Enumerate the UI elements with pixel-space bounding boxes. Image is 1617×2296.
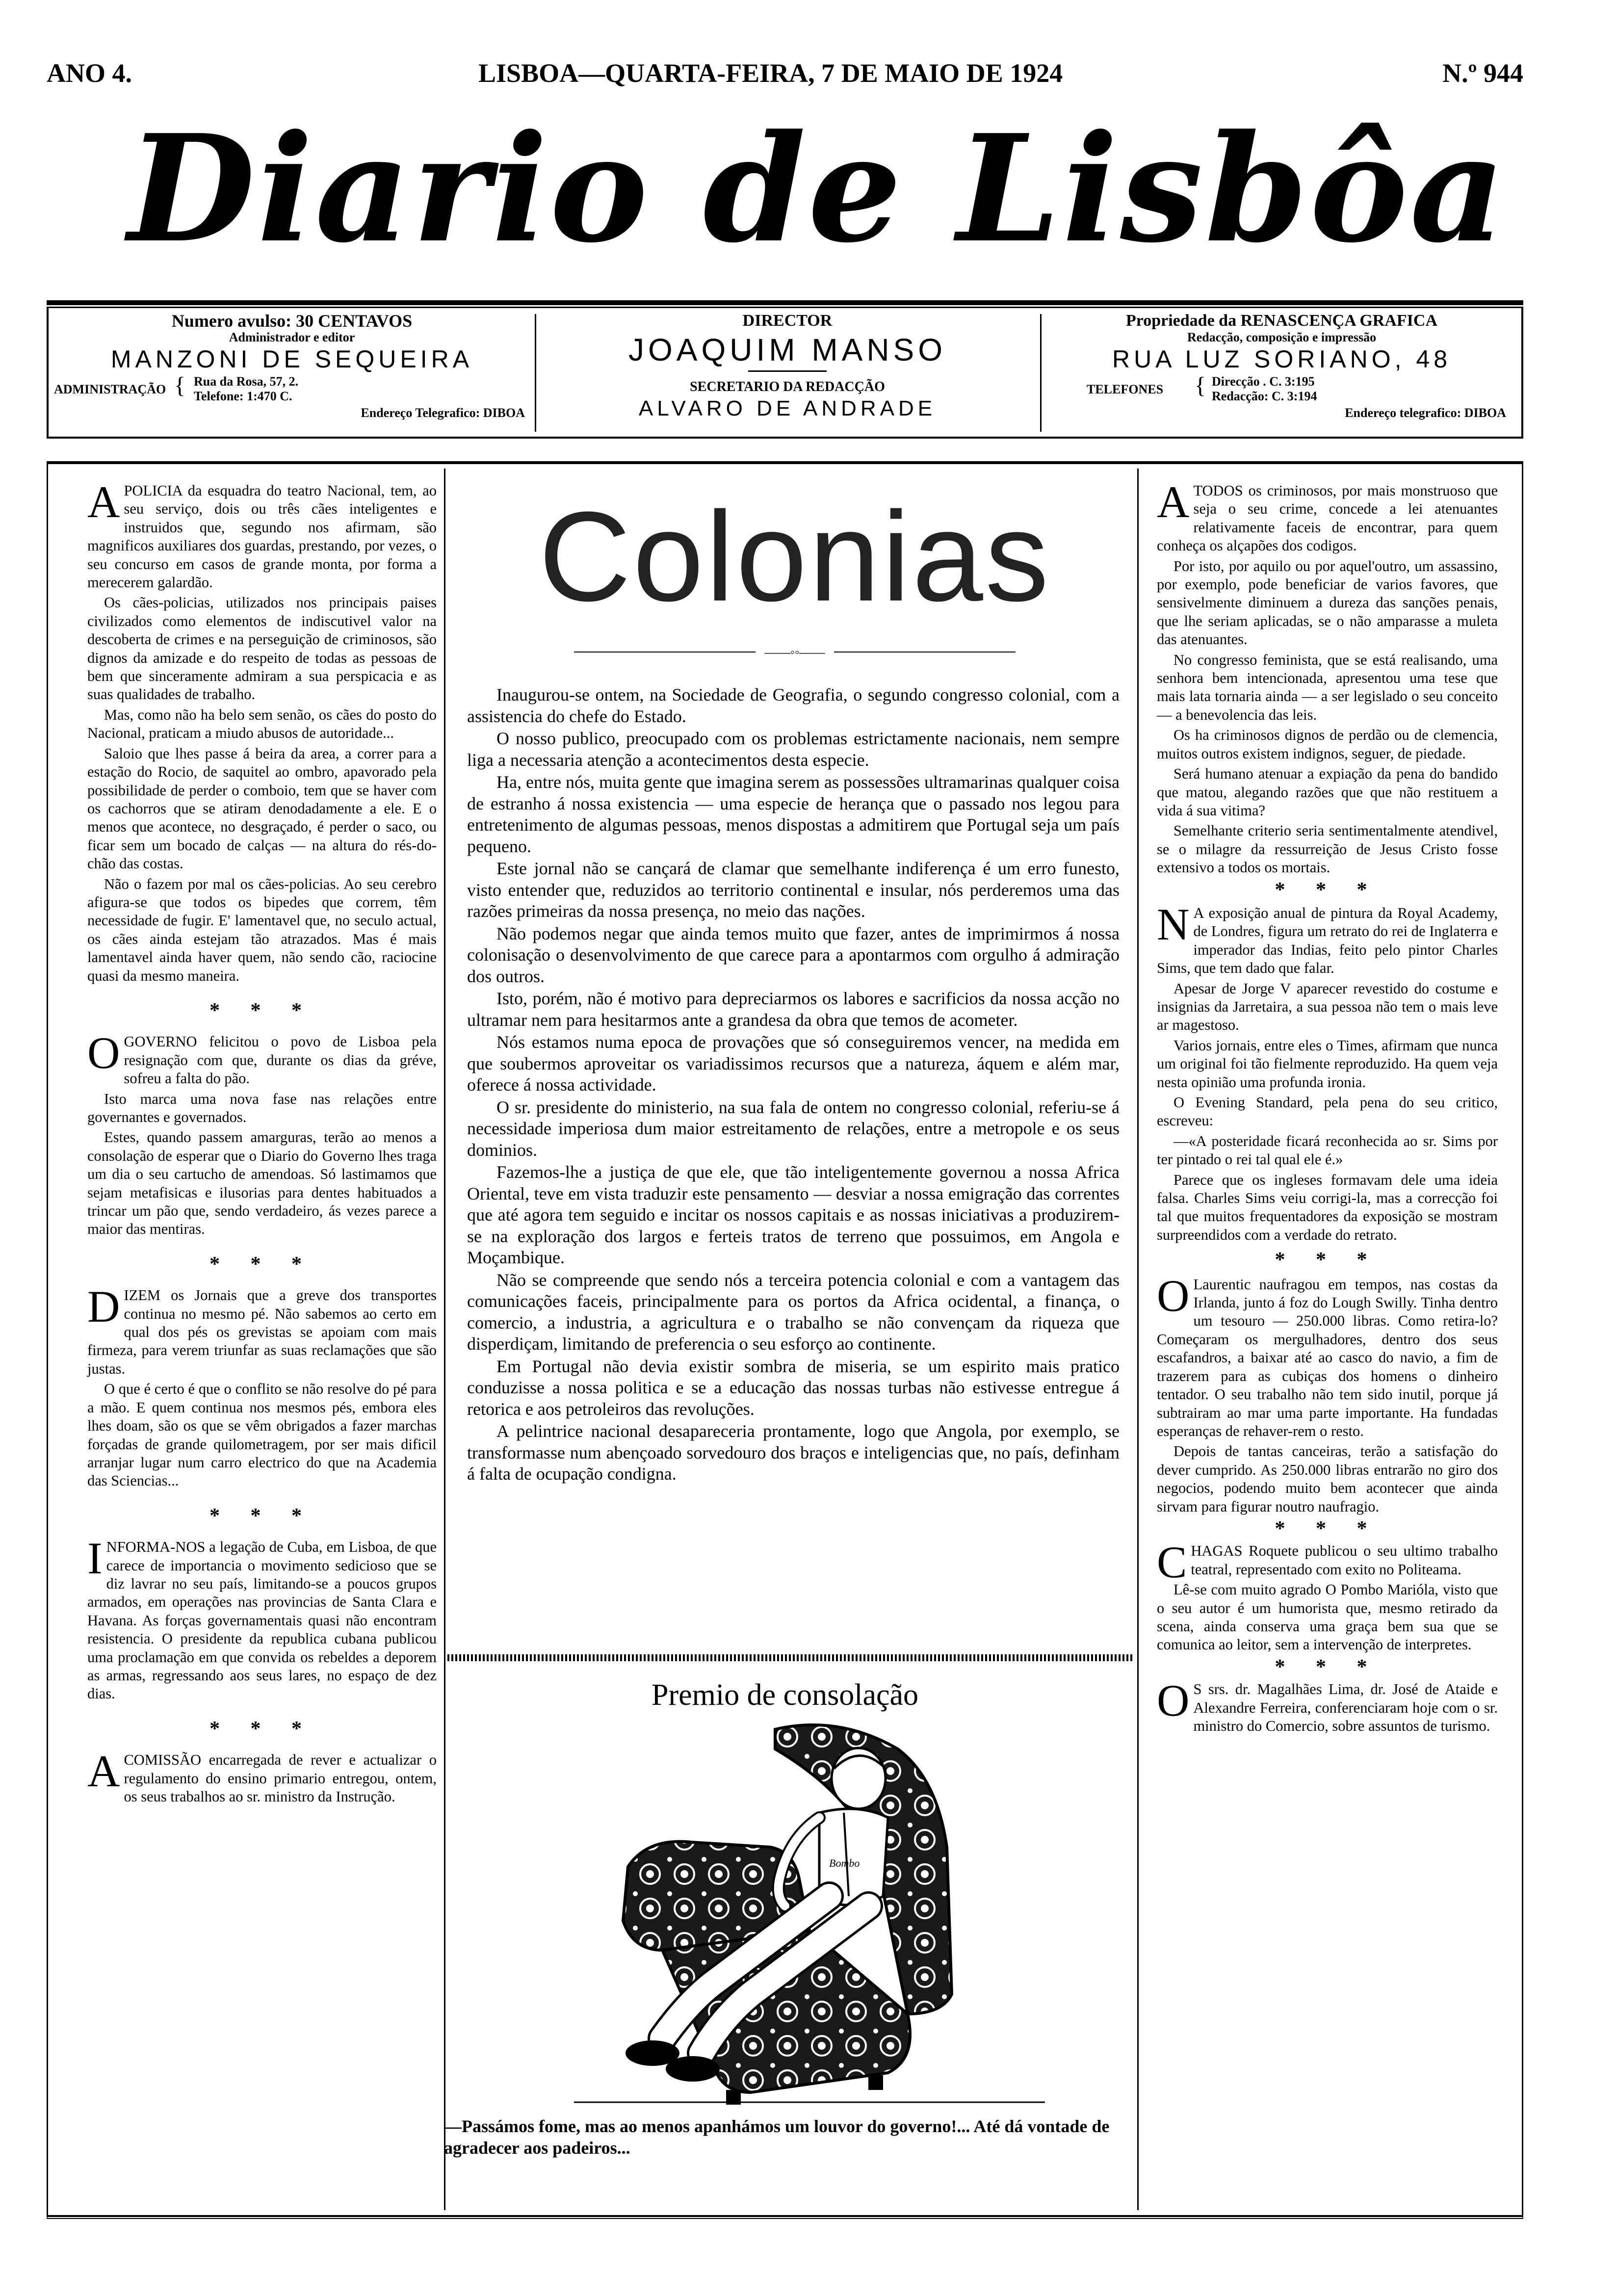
left-item-5: ACOMISSÃO encarregada de rever e actualizar o regulamento do ensino primario entregou, ontem, os seus trabalhos ao sr. ministro da Instrução. xyxy=(87,1746,437,1805)
infobox-divider-2 xyxy=(1040,314,1042,432)
section-separator: * * * xyxy=(1275,878,1380,901)
article-paragraph: O nosso publico, preocupado com os problemas estrictamente nacionais, nem sempre liga a necessaria atenção a acontecimentos desta especie. xyxy=(467,729,1120,770)
admin-address-block xyxy=(54,373,530,406)
article-paragraph: Isto, porém, não é motivo para depreciarmos os labores e sacrificios da nossa acção no ultramar nem para hesitarmos ante a grandesa da obra que temos de acometer. xyxy=(467,989,1120,1030)
chair-leg xyxy=(868,2075,883,2090)
article-paragraph: A pelintrice nacional desapareceria prontamente, logo que Angola, por exemplo, se transformasse num abençoado sorvedouro dos braços e inteligencias que, no país, definham á falta de ocupação condigna. xyxy=(467,1421,1120,1484)
masthead-title: Diario de Lisbôa xyxy=(128,102,1508,275)
right-item-2: N A exposição anual de pintura da Royal Academy, de Londres, figura um retrato do rei de Inglaterra e imperador das Indias, feito pelo pintor Charles Sims, que tem dado que falar. xyxy=(1157,899,1498,977)
right-paragraph: Parece que os ingleses formavam dele uma ideia falsa. Charles Sims veiu corrigi-la, mas a correcção foi tal que muitos frequentadores da exposição se mostram surpreendidos com a verdade do retrato. xyxy=(1157,1171,1498,1243)
section-separator: * * * xyxy=(209,1252,314,1276)
year-label: ANO 4. xyxy=(47,58,132,88)
left-paragraph: Saloio que lhes passe á beira da area, a correr para a estação do Rocio, de saquitel ao ombro, apavorado pela possibilidade de perder o comboio, tem que se haver com os cachorros que se atiram denodadamente a ele. E o menos que acontece, no desgraçado, é perder o saco, ou ficar sem um bocado de calças — na altura do rés-do-chão das costas. xyxy=(87,745,437,872)
article-paragraph: Ha, entre nós, muita gente que imagina serem as possessões ultramarinas qualquer coisa de estranho á nossa existencia — uma especie de herança que o passado nos legou para entretenimento de algumas pessoas, menos dispostas a admitirem que Portugal seja um país pequeno. xyxy=(467,772,1120,856)
right-paragraph: Apesar de Jorge V aparecer revestido do costume e insignias da Jarretaira, a sua pessoa não tem o mais leve ar magestoso. xyxy=(1157,980,1498,1034)
right-paragraph: Os ha criminosos dignos de perdão ou de clemencia, muitos outros existem indignos, seguer, de piedade. xyxy=(1157,727,1498,762)
price-line: Numero avulso: 30 CENTAVOS xyxy=(171,311,413,331)
left-telegraph: Endereço Telegrafico: DIBOA xyxy=(361,406,525,420)
issue-number: N.º 944 xyxy=(1442,58,1523,88)
frame-right xyxy=(1522,461,1523,2218)
article-paragraph: Em Portugal não devia existir sombra de miseria, se um espirito mais pratico conduzisse a nossa politica e se a educação das nossas turbas não estivesse entregue á retorica e aos petroleiros das revoluções. xyxy=(467,1356,1120,1419)
drop-cap: A xyxy=(87,477,120,527)
drop-cap: O xyxy=(1157,1270,1190,1321)
right-paragraph: —«A posteridade ficará reconhecida ao sr. Sims por ter pintado o rei tal qual ele é.» xyxy=(1157,1132,1498,1168)
masthead-rule-top xyxy=(47,300,1523,305)
section-separator: * * * xyxy=(1275,1655,1380,1678)
drop-cap: A xyxy=(1157,477,1190,527)
man-head xyxy=(832,1748,886,1809)
brace: { xyxy=(1195,372,1206,398)
left-item-2: OGOVERNO felicitou o povo de Lisboa pela resignação com que, durante os dias da gréve, sofreu a falta do pão. xyxy=(87,1028,437,1087)
drop-cap: I xyxy=(87,1533,103,1584)
article-paragraph: Inaugurou-se ontem, na Sociedade de Geografia, o segundo congresso colonial, com a assistencia do chefe do Estado. xyxy=(467,685,1120,726)
cartoon-caption: —Passámos fome, mas ao menos apanhámos um louvor do governo!... Até dá vontade de agradecer aos padeiros... xyxy=(444,2116,1110,2158)
article-paragraph: Não se compreende que sendo nós a terceira potencia colonial e com a vantagem das comunicações faceis, principalmente para os portos da Africa ocidental, a finança, o comercio, a industria, a agricultura e o trabalho se não convençam da riqueza que disperdiçam, limitando de preferencia o seu esforço ao continente. xyxy=(467,1270,1120,1354)
infobox-rule-bottom xyxy=(47,437,1523,439)
infobox-border-left xyxy=(47,308,49,438)
article-body xyxy=(467,684,1120,1486)
infobox-divider-1 xyxy=(535,314,536,432)
secretary-label: SECRETARIO DA REDACÇÃO xyxy=(690,379,885,394)
drop-cap: D xyxy=(87,1281,120,1332)
article-paragraph: O sr. presidente do ministerio, na sua fala de ontem no congresso colonial, referiu-se á necessidade imperiosa dum maior estreitamento de relações, entre a metropole e os seus dominios. xyxy=(467,1097,1120,1160)
right-paragraph: Será humano atenuar a expiação da pena do bandido que matou, alegando razões que que não restituem a vida á sua vitima? xyxy=(1157,765,1498,819)
left-item-4: INFORMA-NOS a legação de Cuba, em Lisboa, de que carece de importancia o movimento sedicioso que se diz lavrar no seu país, limitando-se a poucos grupos armados, em operações nas provincias de Santa Clara e Havana. As forças governamentais quasi não encontram resistencia. O presidente da republica cubana publicou uma proclamação em que convida os rebeldes a deporem as armas, regressando aos seus lares, no espaço de dez dias. xyxy=(87,1533,437,1702)
left-paragraph: O que é certo é que o conflito se não resolve do pé para a mão. E quem continua nos mesmos pés, embora eles lhes doam, são os que se vêm obrigados a fazer marchas forçadas de grande quilometragem, por ser mais dificil arranjar lugar num carro electrico do que na Academia das Sciencias... xyxy=(87,1381,437,1489)
admin-name: MANZONI DE SEQUEIRA xyxy=(110,345,473,373)
artist-signature: Bombo xyxy=(829,1857,860,1869)
right-paragraph: No congresso feminista, que se está realisando, uma senhora bem intencionada, apresentou uma tese que mais lata tornaria ainda — a ser legislado o seu conceito — a benevolencia das leis. xyxy=(1157,651,1498,723)
brace: { xyxy=(174,372,186,398)
infobox-right xyxy=(1047,312,1516,432)
left-paragraph: Isto marca uma nova fase nas relações entre governantes e governados. xyxy=(87,1090,437,1125)
left-paragraph: Mas, como não ha belo sem senão, os cães do posto do Nacional, praticam a miudo abusos de autoridade... xyxy=(87,706,437,742)
section-separator: * * * xyxy=(1275,1517,1380,1540)
article-paragraph: Nós estamos numa epoca de provações que só conseguiremos vencer, na medida em que soubermos aproveitar os variadissimos recursos que a natureza, áquem e além mar, oferece á nossa actividade. xyxy=(467,1032,1120,1095)
street-address: RUA LUZ SORIANO, 48 xyxy=(1112,345,1452,373)
right-paragraph: Lê-se com muito agrado O Pombo Marióla, visto que o seu autor é um humorista que, mesmo retirado da scena, ainda conserva uma graça bem sua que se comunica ao leitor, sem a intervenção de interpretes. xyxy=(1157,1581,1498,1653)
column-rule-right xyxy=(1137,469,1139,2210)
top-line xyxy=(47,58,1523,97)
right-item-3: O Laurentic naufragou em tempos, nas costas da Irlanda, junto á foz do Lough Swilly. Tinha dentro um tesouro — 250.000 libras. Como retira-lo? Começaram os mergulhadores, dentro dos seus escafandros, a baixar até ao casco do navio, a fim de trazerem para as cubiças dos homens o dinheiro tentador. O seu trabalho não tem sido inutil, porque já subtrairam ao mar uma parte importante. Ha fundadas esperanças de rehaver-rem o resto. xyxy=(1157,1270,1498,1439)
redaccao-line: Redacção, composição e impressão xyxy=(1187,330,1377,344)
dateline: LISBOA—QUARTA-FEIRA, 7 DE MAIO DE 1924 xyxy=(478,58,1063,88)
secretary-name: ALVARO DE ANDRADE xyxy=(638,396,937,420)
frame-left xyxy=(47,461,48,2218)
right-item-5: O S srs. dr. Magalhães Lima, dr. José de Ataide e Alexandre Ferreira, conferenciaram hoje com o sr. ministro do Comercio, sobre assuntos de turismo. xyxy=(1157,1675,1498,1734)
right-column xyxy=(1157,477,1498,1737)
address: Rua da Rosa, 57, 2. xyxy=(194,374,299,389)
article-paragraph: Não podemos negar que ainda temos muito que fazer, antes de imprimirmos á nossa colonisação o desenvolvimento de que carece para a apontarmos com orgulho á admiração dos outros. xyxy=(467,923,1120,986)
body-rule-top-2 xyxy=(47,463,1523,464)
article-title: Colonias xyxy=(539,486,1051,628)
column-rule-left xyxy=(444,469,445,2210)
infobox-left xyxy=(54,312,530,432)
right-paragraph: Varios jornais, entre eles o Times, afirmam que nunca um original foi tão fielmente reproduzido. Ha quem veja nesta opinião uma profunda ironia. xyxy=(1157,1037,1498,1091)
article-paragraph: Fazemos-lhe a justiça de que ele, que tão inteligentemente governou a nossa Africa Oriental, teve em vista traduzir este pensamento — desviar a nossa emigração das correntes que até agora tem seguido e incitar os nossos capitais e as nossas iniciativas a produzirem-se na exploração dos largos e ferteis tratos de terreno que possuimos, em Angola e Moçambique. xyxy=(467,1162,1120,1267)
left-paragraph: Estes, quando passem amarguras, terão ao menos a consolação de esperar que o Diario do Governo lhes traga um dia o seu cartucho de amendoas. Só lastimamos que sejam metafisicas e ilusorias para dentes habituados a trincar um pão que, sendo verdadeiro, ás vezes parece a maior das mentiras. xyxy=(87,1129,437,1238)
administracao-label: ADMINISTRAÇÃO xyxy=(54,382,166,396)
drop-cap: C xyxy=(1157,1537,1187,1588)
section-separator: * * * xyxy=(209,999,314,1022)
right-item-4: CHAGAS Roquete publicou o seu ultimo trabalho teatral, representado com exito no Politeama. xyxy=(1157,1537,1498,1588)
director-rule xyxy=(748,370,827,372)
right-paragraph: Semelhante criterio seria sentimentalmente atendivel, se o milagre da ressurreição de Jesus Cristo fosse extensivo a todos os mortais. xyxy=(1157,822,1498,876)
director-name: JOAQUIM MANSO xyxy=(628,332,947,367)
section-separator: * * * xyxy=(209,1504,314,1527)
admin-phone: Telefone: 1:470 C. xyxy=(194,389,292,403)
right-paragraph: Depois de tantas canceiras, terão a satisfação do dever cumprido. As 250.000 libras entrarão no giro dos negocios, podendo muito bem acontecer que ainda sirvam para figurar noutro naufragio. xyxy=(1157,1443,1498,1515)
infobox-center xyxy=(540,312,1035,432)
right-paragraph: O Evening Standard, pela pena do seu critico, escreveu: xyxy=(1157,1094,1498,1129)
section-separator: * * * xyxy=(1275,1249,1380,1272)
section-separator: * * * xyxy=(209,1717,314,1740)
telefones-label: TELEFONES xyxy=(1087,382,1164,396)
phones-block xyxy=(1047,373,1516,406)
cartoon-separator xyxy=(447,1654,1134,1661)
title-ornament: ——◦◦—— xyxy=(764,645,825,659)
body-rule-bottom xyxy=(47,2215,1523,2217)
redaccao-phone: Redacção: C. 3:194 xyxy=(1212,389,1317,403)
man-shoe xyxy=(666,2056,720,2082)
admin-label: Administrador e editor xyxy=(229,330,355,344)
left-item-1: APOLICIA da esquadra do teatro Nacional, tem, ao seu serviço, dois ou três cães inteligentes e instruidos que, segundo nos afirmam, são magnificos auxiliares dos guardas, prestando, por vezes, o seu concurso em casos de grande monta, por forma a merecerem galardão. xyxy=(87,477,437,591)
drop-cap: A xyxy=(87,1746,120,1797)
drop-cap: O xyxy=(1157,1675,1190,1726)
right-paragraph: Por isto, por aquilo ou por aquel'outro, um assassino, por exemplo, pode beneficiar de varios favores, que sensivelmente diminuem a dureza das sanções penais, que lhe seriam aplicadas, se o não amparasse a muleta das atenuantes. xyxy=(1157,557,1498,648)
left-paragraph: Os cães-policias, utilizados nos principais paises civilizados como elementos de indiscutivel valor na descoberta de crimes e na perseguição de criminosos, são dignos da amizade e do respeito de todas as pessoas de bem que sinceramente admiram a sua perspicacia e as suas qualidades de trabalho. xyxy=(87,594,437,703)
direccao-phone: Direcção . C. 3:195 xyxy=(1212,374,1315,389)
infobox-border-right xyxy=(1521,308,1523,438)
left-item-3: DIZEM os Jornais que a greve dos transportes continua no mesmo pé. Não sabemos ao certo em qual dos pés os grevistas se apoiam com mais firmeza, para verem triunfar as suas reclamações que são justas. xyxy=(87,1281,437,1377)
drop-cap: N xyxy=(1157,899,1190,949)
left-paragraph: Não o fazem por mal os cães-policias. Ao seu cerebro afigura-se que todos os bipedes que correm, têm necessidade de fugir. E' lamentavel que, no seculo actual, os cães ainda estejam tão atrazados. Mas é mais lamentavel ainda haver quem, não sendo cão, raciocine quasi da mesmo maneira. xyxy=(87,875,437,984)
article-paragraph: Este jornal não se cançará de clamar que semelhante indiferença é um erro funesto, visto entender que, reduzidos ao territorio continental e insular, nós perderemos uma das razões primeiras da nossa presença, no meio das nações. xyxy=(467,859,1120,921)
director-label: DIRECTOR xyxy=(742,312,833,330)
body-rule-bottom-2 xyxy=(47,2218,1523,2219)
left-column xyxy=(87,477,437,1808)
right-item-1: ATODOS os criminosos, por mais monstruoso que seja o seu crime, concede a lei atenuantes relativamente faceis de encontrar, para quem conheça os alçapões dos codigos. xyxy=(1157,477,1498,554)
cartoon-title: Premio de consolação xyxy=(651,1678,919,1712)
drop-cap: O xyxy=(87,1028,120,1078)
masthead-rule-thin xyxy=(47,307,1523,308)
cartoon-illustration xyxy=(564,1720,1055,2112)
owner-line: Propriedade da RENASCENÇA GRAFICA xyxy=(1125,312,1438,330)
right-telegraph: Endereço telegrafico: DIBOA xyxy=(1345,406,1506,420)
